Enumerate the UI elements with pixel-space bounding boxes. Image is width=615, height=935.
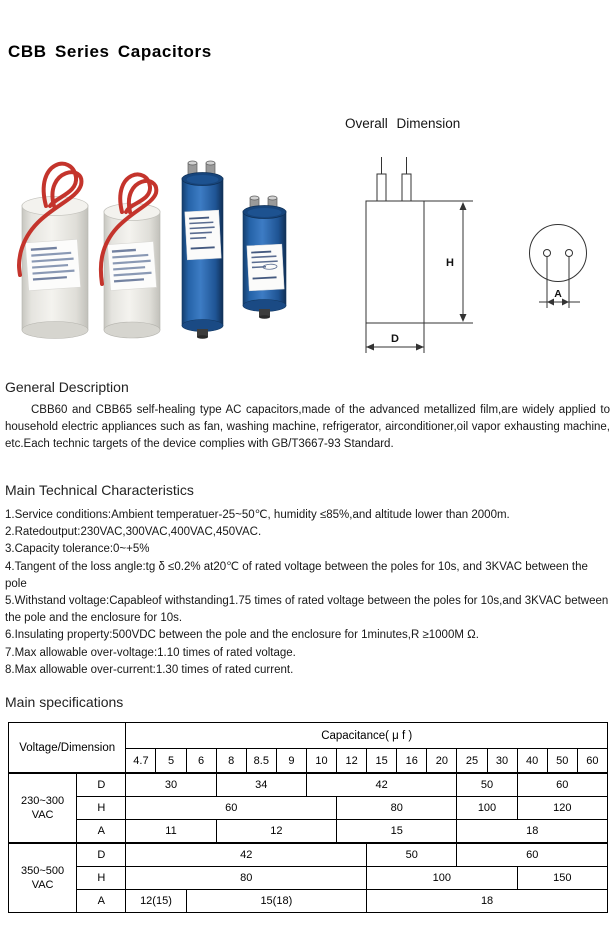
tech-item: 6.Insulating property:500VDC between the pole and the enclosure for 1minutes,R ≥1000M Ω. <box>5 629 479 642</box>
tech-item: 1.Service conditions:Ambient temperatuer-25~50℃, humidity ≤85%,and altitude lower than 2000m. <box>5 509 510 521</box>
dimension-label-cell: H <box>77 797 126 820</box>
white-capacitor-large <box>19 164 88 339</box>
capacitance-value: 5 <box>156 749 186 774</box>
capacitance-value: 10 <box>306 749 336 774</box>
spec-row <box>9 890 608 913</box>
front-view-drawing <box>366 157 473 353</box>
spec-value-cell: 11 <box>126 820 216 844</box>
capacitance-value: 20 <box>427 749 457 774</box>
spec-value-cell: 100 <box>367 867 517 890</box>
tech-item: 5.Withstand voltage:Capableof withstanding1.75 times of rated voltage between the poles for 10s,and 3KVAC between the pole and the enclosure for 10s. <box>5 595 609 625</box>
spec-value-cell: 60 <box>126 797 337 820</box>
product-label <box>107 241 156 290</box>
spec-row <box>9 773 608 797</box>
general-description-text: CBB60 and CBB65 self-healing type AC capacitors,made of the advanced metallized film,are widely applied to household electric appliances such as fan, washing machine, refrigerator, airconditioner,oil vapor exhausting machine, etc.Each technic targets of the device complies with GB/T3667-93 Standard. <box>5 404 610 450</box>
specifications-table-container <box>8 722 608 913</box>
overall-dimension-heading: Overall Dimension <box>345 116 461 131</box>
product-label <box>247 244 284 291</box>
capacitance-value: 15 <box>367 749 397 774</box>
capacitance-value: 6 <box>186 749 216 774</box>
spec-value-cell: 18 <box>367 890 608 913</box>
a-dimension-label: A <box>554 288 562 300</box>
page-title: CBB Series Capacitors <box>8 42 212 62</box>
voltage-line: 350~500 <box>21 865 65 877</box>
capacitance-value: 40 <box>517 749 547 774</box>
voltage-dimension-header: Voltage/Dimension <box>9 723 126 774</box>
specifications-heading: Main specifications <box>5 694 124 710</box>
spec-value-cell: 18 <box>457 820 608 844</box>
capacitance-value: 50 <box>547 749 577 774</box>
technical-characteristics-heading: Main Technical Characteristics <box>5 482 194 498</box>
blue-capacitor-small <box>243 196 286 319</box>
blue-capacitor-large <box>182 161 223 339</box>
spec-row <box>9 797 608 820</box>
spec-value-cell: 80 <box>126 867 367 890</box>
spec-value-cell: 50 <box>367 843 457 867</box>
dimension-label-cell: A <box>77 820 126 844</box>
specifications-table <box>8 722 608 913</box>
capacitance-value: 8.5 <box>246 749 276 774</box>
spec-value-cell: 60 <box>517 773 607 797</box>
dimension-label-cell: D <box>77 843 126 867</box>
spec-value-cell: 34 <box>216 773 306 797</box>
capacitance-value: 12 <box>337 749 367 774</box>
voltage-line: VAC <box>31 809 54 821</box>
dimension-label-cell: A <box>77 890 126 913</box>
voltage-cell <box>9 843 77 913</box>
spec-row <box>9 843 608 867</box>
capacitance-value: 60 <box>577 749 607 774</box>
spec-value-cell: 12 <box>216 820 336 844</box>
spec-value-cell: 15(18) <box>186 890 367 913</box>
voltage-line: VAC <box>31 879 54 891</box>
capacitance-value: 16 <box>397 749 427 774</box>
tech-item: 2.Ratedoutput:230VAC,300VAC,400VAC,450VAC. <box>5 526 262 539</box>
dimension-diagram <box>340 140 600 365</box>
general-description-heading: General Description <box>5 379 129 395</box>
dimension-label-cell: D <box>77 773 126 797</box>
dimension-label-cell: H <box>77 867 126 890</box>
tech-item: 8.Max allowable over-current:1.30 times of rated current. <box>5 663 294 676</box>
spec-value-cell: 150 <box>517 867 607 890</box>
spec-value-cell: 50 <box>457 773 517 797</box>
spec-value-cell: 30 <box>126 773 216 797</box>
capacitance-header: Capacitance( μ f ) <box>126 723 608 749</box>
capacitance-value: 8 <box>216 749 246 774</box>
spec-row <box>9 867 608 890</box>
product-label <box>25 239 80 291</box>
capacitance-value: 30 <box>487 749 517 774</box>
white-capacitor-small <box>101 174 160 338</box>
spec-value-cell: 42 <box>126 843 367 867</box>
spec-value-cell: 42 <box>306 773 456 797</box>
spec-value-cell: 60 <box>457 843 608 867</box>
capacitance-value: 25 <box>457 749 487 774</box>
spec-value-cell: 80 <box>337 797 457 820</box>
d-dimension-label: D <box>391 333 399 345</box>
h-dimension-label: H <box>446 257 454 269</box>
spec-value-cell: 120 <box>517 797 607 820</box>
spec-value-cell: 100 <box>457 797 517 820</box>
spec-value-cell: 15 <box>337 820 457 844</box>
tech-item: 3.Capacity tolerance:0~+5% <box>5 543 150 556</box>
voltage-line: 230~300 <box>21 795 65 807</box>
spec-value-cell: 12(15) <box>126 890 186 913</box>
technical-characteristics-list <box>5 507 611 679</box>
tech-item: 4.Tangent of the loss angle:tg δ ≤0.2% at20℃ of rated voltage between the poles for 10s, and 3KVAC between the pole <box>5 560 588 590</box>
product-label <box>185 210 221 260</box>
voltage-cell <box>9 773 77 843</box>
capacitance-value: 4.7 <box>126 749 156 774</box>
spec-row <box>9 820 608 844</box>
tech-item: 7.Max allowable over-voltage:1.10 times of rated voltage. <box>5 646 296 659</box>
spec-header-row <box>9 723 608 749</box>
product-photo <box>10 153 330 365</box>
capacitance-value: 9 <box>276 749 306 774</box>
